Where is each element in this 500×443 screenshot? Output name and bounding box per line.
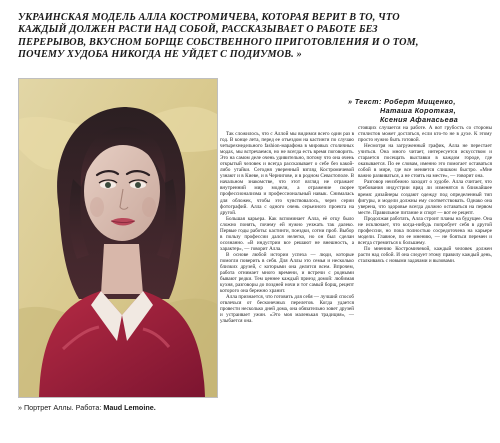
column-2-paragraph: стоящих случается на работе. А вот грубость со стороны стилистов может достаться, если кто-то не в духе. К этому просто нужно быть готовой. — [358, 125, 492, 144]
byline-line-1: » Текст: Роберт Мищенко, — [348, 97, 456, 106]
article-column-2 — [358, 125, 492, 436]
portrait-illustration — [18, 78, 218, 398]
column-2-paragraph: По мнению Костромичевой, каждый человек должен расти над собой. И она следует этому правилу каждый день, сталкиваясь с новыми задачами и вызовами. — [358, 245, 492, 265]
article-byline — [348, 97, 488, 124]
lead-text: УКРАИНСКАЯ МОДЕЛЬ АЛЛА КОСТРОМИЧЕВА, КОТОРАЯ ВЕРИТ В ТО, ЧТО КАЖДЫЙ ДОЛЖЕН РАСТИ НАД СОБОЙ, РАССКАЗЫВАЕТ О РАБОТЕ БЕЗ ПЕРЕРЫВОВ, ВКУСНОМ БОРЩЕ СОБСТВЕННОГО ПРИГОТОВЛЕНИЯ И О ТОМ, ПОЧЕМУ ХУДОБА НИКОГДА НЕ УЙДЕТ С ПОДИУМОВ. — [18, 12, 419, 60]
image-caption — [18, 403, 218, 412]
article-lead — [18, 12, 428, 61]
column-2-paragraph: Продолжая работать, Алла строит планы на будущее. Она не исключает, что когда-нибудь попробует себя в другой профессии, но пока полностью сосредоточена на карьере модели. Главное, по ее мнению, — не бояться перемен и всегда стремиться к большему. — [358, 215, 492, 246]
column-1-paragraph: Так сложилось, что с Аллой мы видимся всего один раз в год. В конце лета, перед ее отъездом на кастинги по случаю четырехнедельного fashion-марафона в мировых столичных модах, мы встречаемся, но не всегда есть время поговорить. Это на самом деле очень удивительно, потому что она очень открытый человек и всегда рассказывает о себе без какой-либо утайки. Сегодня уверенный взгляд Костромичевой узнают и в Киеве, и в Чернигове, и в родном Севастополе. В начальном знакомстве, что этот взгляд не отражает внутренний мир модели, а отражение скорее профессионализма и профессиональный навык. Снималась для обложек, чтобы это чувствовалось, через серии фотографий. Алла с одного очень серьезного проекта на другой. — [220, 131, 354, 216]
column-1-paragraph: В основе любой истории успеха — люди, которые помогли поверить в себя. Для Аллы это семья и несколько близких друзей, с которыми она делится всем. Впрочем, работа отнимает много времени, и встречи с родными бывают редки. Тем ценнее каждый приезд домой: любимая кухня, разговоры до поздней ночи и тот самый борщ, рецепт которого она бережно хранит. — [220, 251, 354, 295]
byline-line-2: Наташа Короткая, — [380, 106, 457, 115]
column-1-paragraph: Алла признается, что готовить для себя — лучший способ отвлечься от бесконечных перелетов. Когда удается провести несколько дней дома, она обязательно зовет друзей и устраивает ужин. «Это моя маленькая традиция», — улыбается она. — [220, 294, 354, 325]
lead-arrows: » — [296, 48, 302, 60]
article-header — [18, 12, 482, 61]
column-2-paragraph: Несмотря на загруженный график, Алла не перестает учиться. Она много читает, интересуется искусством и старается посещать выставки в каждом городе, где оказывается. По ее словам, именно это помогает оставаться собой в мире, где все меняется слишком быстро. «Мне важно развиваться, а не стоять на месте», — говорит она. — [358, 143, 492, 180]
article-column-1 — [220, 131, 354, 436]
portrait-painting — [19, 79, 217, 397]
column-2-paragraph: Разговор неизбежно заходит о худобе. Алла считает, что требования индустрии вряд ли изменятся в ближайшее время: дизайнеры создают одежду под определенный тип фигуры, и модели должны ему соответствовать. Однако она уверена, что здоровье всегда должно оставаться на первом месте. Правильное питание и спорт — вот ее рецепт. — [358, 179, 492, 216]
byline-line-3: Ксения Афанасьева — [380, 115, 459, 124]
caption-label: » Портрет Аллы. Работа: — [18, 403, 104, 412]
column-1-paragraph: Большая карьера. Как вспоминает Алла, её отцу было сложно понять, почему ей нужно уезжать так далеко. Первые годы работы: кастинги, поездки, сотни проб. Выбор в пользу профессии дался нелегко, но он был сделан осознанно. «В индустрии все решают не внешность, а характер», — говорит Алла. — [220, 215, 354, 252]
caption-credit: Maud Lemoine. — [103, 403, 156, 412]
